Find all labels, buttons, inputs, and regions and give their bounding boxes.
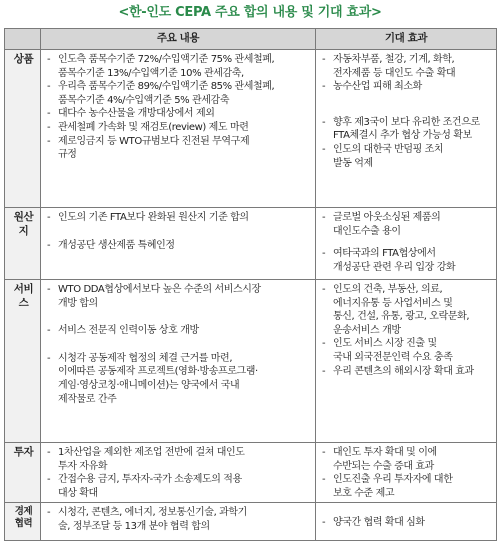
goods-main-cell: [41, 50, 316, 208]
list-item: - 인도측 품목수기준 72%/수입액기준 75% 관세철폐, 품목수기준 13%/수입액기준 10% 관세감축,: [47, 53, 311, 80]
category-origin: 원산지: [5, 208, 41, 280]
list-item: - 인도의 건축, 부동산, 의료, 에너지유통 등 사업서비스 및 통신, 건설, 유통, 광고, 오락문화, 운송서비스 개방: [322, 283, 492, 337]
list-item: - 대다수 농수산물을 개방대상에서 제외: [47, 107, 311, 121]
list-item: - 글로벌 아웃소싱된 제품의 대인도수출 용이: [322, 211, 492, 238]
header-expected-effect: 기대 효과: [316, 29, 497, 50]
goods-effect-cell: [316, 50, 497, 208]
list-item: - 인도 서비스 시장 진출 및 국내 외국전문인력 수요 충족: [322, 337, 492, 364]
category-investment: 투자: [5, 443, 41, 503]
list-item: - 대인도 투자 확대 및 이에 수반되는 수출 증대 효과: [322, 446, 492, 473]
cepa-table: [4, 28, 497, 541]
table-row-origin: [5, 208, 497, 280]
origin-effect-cell: [316, 208, 497, 280]
list-item: - 관세철폐 가속화 및 재검토(review) 제도 마련: [47, 121, 311, 135]
list-item: - 시청각 공동제작 협정의 체결 근거를 마련, 이에따른 공동제작 프로젝트(영화·방송프로그램· 게임·영상코칭·애니메이션)는 양국에서 국내 제작물로 간주: [47, 352, 311, 406]
services-main-cell: [41, 280, 316, 443]
table-row-services: [5, 280, 497, 443]
table-row-goods: [5, 50, 497, 208]
investment-effect-cell: [316, 443, 497, 503]
list-item: - 우리 콘텐츠의 해외시장 확대 효과: [322, 365, 492, 379]
list-item: - 향후 제3국이 보다 유리한 조건으로 FTA체결시 추가 협상 가능성 확보: [322, 116, 492, 143]
list-item: - 인도진출 우리 투자자에 대한 보호 수준 제고: [322, 473, 492, 500]
list-item: - 인도의 대한국 반덤핑 조치 발동 억제: [322, 143, 492, 170]
category-services: 서비스: [5, 280, 41, 443]
cooperation-main-cell: [41, 503, 316, 541]
list-item: - 1차산업을 제외한 제조업 전반에 걸쳐 대인도 투자 자유화: [47, 446, 311, 473]
header-corner: [5, 29, 41, 50]
table-row-investment: [5, 443, 497, 503]
list-item: - 인도의 기존 FTA보다 완화된 원산지 기준 합의: [47, 211, 311, 225]
list-item: - WTO DDA협상에서보다 높은 수준의 서비스시장 개방 합의: [47, 283, 311, 310]
category-goods: 상품: [5, 50, 41, 208]
origin-main-cell: [41, 208, 316, 280]
list-item: - 제로잉금지 등 WTO규범보다 진전된 무역구제 규정: [47, 135, 311, 162]
services-effect-cell: [316, 280, 497, 443]
list-item: - 양국간 협력 확대 심화: [322, 516, 492, 530]
investment-main-cell: [41, 443, 316, 503]
list-item: - 자동차부품, 철강, 기계, 화학, 전자제품 등 대인도 수출 확대: [322, 53, 492, 80]
list-item: - 우리측 품목수기준 89%/수입액기준 85% 관세철폐, 품목수기준 4%/수입액기준 5% 관세감축: [47, 80, 311, 107]
header-main-content: 주요 내용: [41, 29, 316, 50]
page-title: <한-인도 CEPA 주요 합의 내용 및 기대 효과>: [118, 5, 382, 20]
category-economic-cooperation: 경제협력: [5, 503, 41, 541]
list-item: - 시청각, 콘텐츠, 에너지, 정보통신기술, 과학기 술, 정부조달 등 13개 분야 협력 합의: [47, 506, 311, 533]
list-item: - 여타국과의 FTA협상에서 개성공단 관련 우리 입장 강화: [322, 247, 492, 274]
cooperation-effect-cell: [316, 503, 497, 541]
list-item: - 간접수용 금지, 투자자-국가 소송제도의 적용 대상 확대: [47, 473, 311, 500]
list-item: - 서비스 전문직 인력이동 상호 개방: [47, 324, 311, 338]
list-item: - 농수산업 피해 최소화: [322, 80, 492, 94]
table-header-row: [5, 29, 497, 50]
table-row-economic-cooperation: [5, 503, 497, 541]
list-item: - 개성공단 생산제품 특혜인정: [47, 239, 311, 253]
